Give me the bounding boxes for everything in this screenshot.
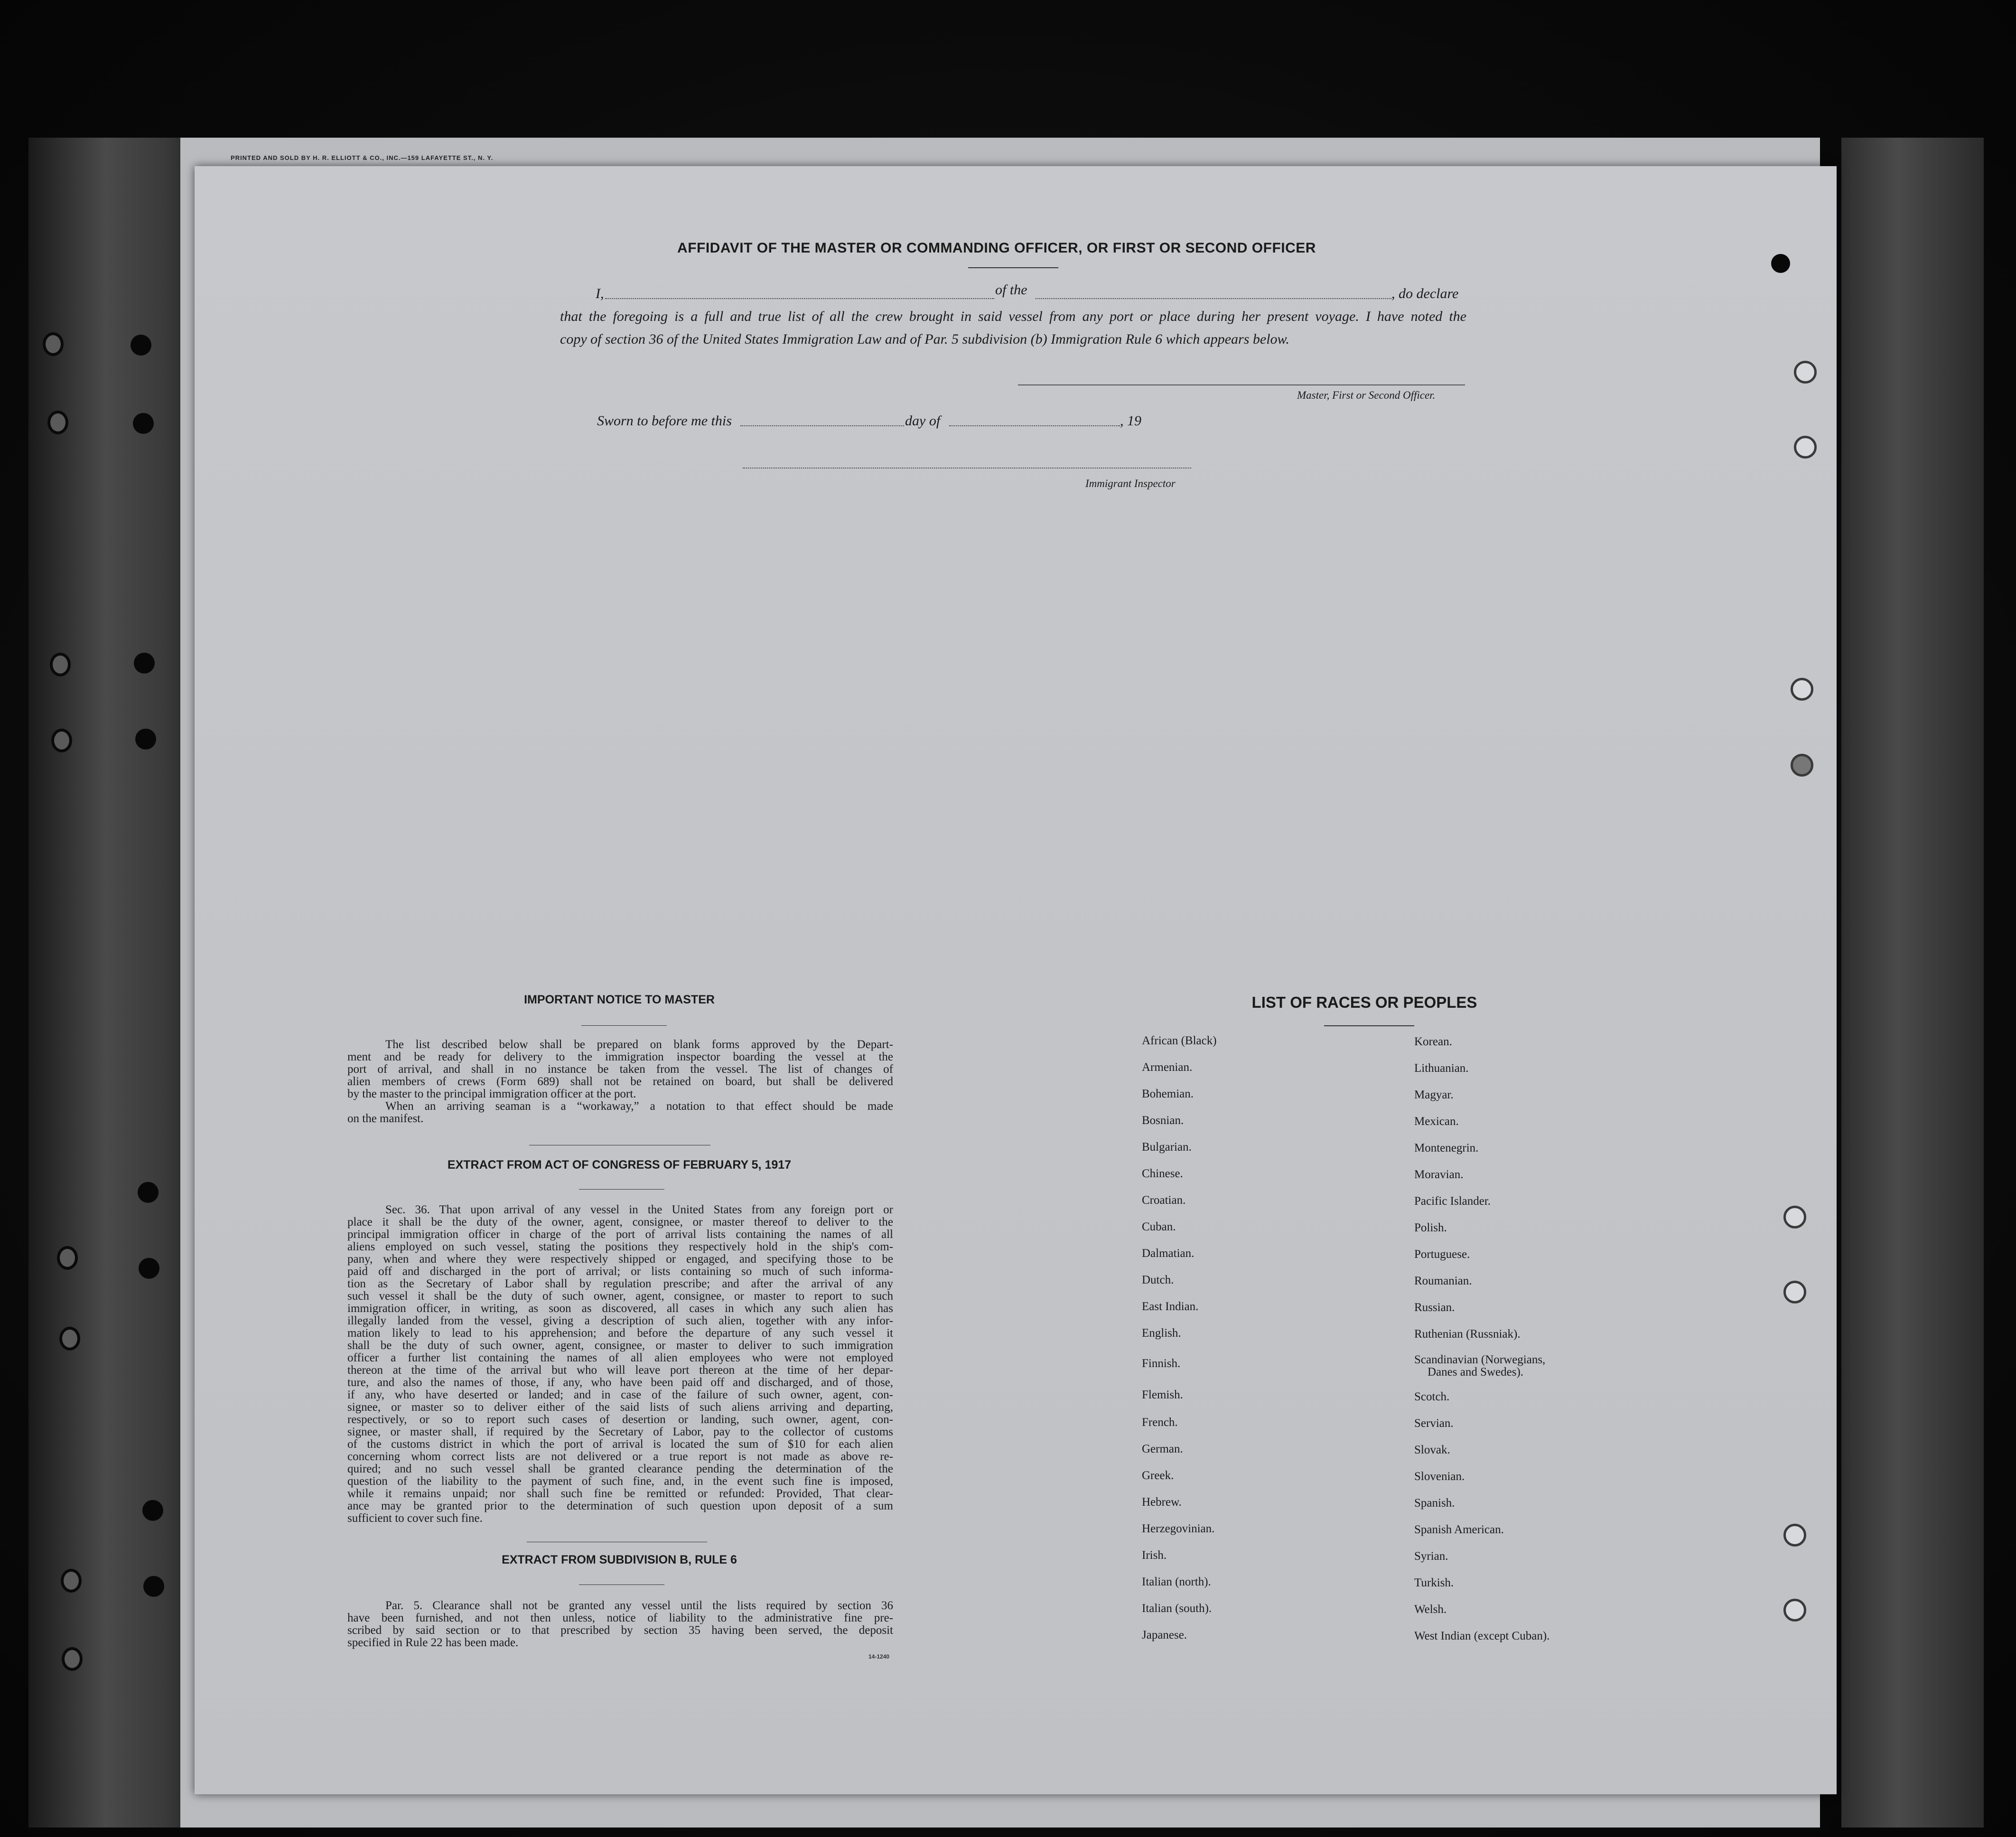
signature-label: Master, First or Second Officer. [1297, 389, 1436, 401]
sworn-day-blank [740, 425, 904, 426]
punch-hole [1783, 1206, 1806, 1228]
act-line: aliens employed on such vessel, stating the positions they respectively hold in the ship's com- [347, 1240, 893, 1253]
act-line: thereon at the time of the arrival but who will leave port thereon at the time of her depar- [347, 1364, 893, 1377]
form-code: 14-1240 [868, 1653, 890, 1660]
notice-line: by the master to the principal immigration officer at the port. [347, 1087, 636, 1100]
binder-hole [139, 1258, 159, 1279]
notice-line: The list described below shall be prepared on blank forms approved by the Depart- [385, 1038, 893, 1051]
extract-act-title: EXTRACT FROM ACT OF CONGRESS OF FEBRUARY 5, 1917 [447, 1158, 792, 1172]
signature-line [1018, 384, 1465, 385]
binder-hole [143, 1576, 164, 1597]
race-item: Danes and Swedes). [1428, 1366, 1524, 1378]
affidavit-i-label: I, [596, 286, 604, 301]
notice-line: on the manifest. [347, 1112, 424, 1125]
race-item: Magyar. [1414, 1088, 1454, 1101]
binder-hole [138, 1182, 159, 1203]
race-item: Scotch. [1414, 1390, 1450, 1403]
race-item: Bosnian. [1142, 1114, 1184, 1127]
inspector-label: Immigrant Inspector [1085, 478, 1176, 489]
act-line: place it shall be the duty of the owner, agent, consignee, or master thereof to deliver to the [347, 1216, 893, 1228]
binder-hole [133, 413, 154, 434]
name-blank-line [605, 298, 994, 299]
binder-hole [62, 1647, 83, 1671]
binder-hole [50, 653, 71, 676]
vessel-blank-line [1036, 298, 1391, 299]
binder-backing-left [28, 138, 199, 1828]
act-line: question of the liability to the payment of such fine, and, in the event such fine is imposed, [347, 1475, 893, 1488]
act-line: concerning whom correct lists are not delivered or a true report is not made as above re- [347, 1450, 893, 1463]
race-item: German. [1142, 1443, 1183, 1455]
binder-hole [57, 1246, 78, 1270]
act-line: paid off and discharged in the port of arrival; or lists containing so much of such informa- [347, 1265, 893, 1278]
race-item: Roumanian. [1414, 1275, 1472, 1287]
sworn-month-blank [949, 425, 1120, 426]
act-line: sufficient to cover such fine. [347, 1512, 483, 1525]
extract-rule-underline [579, 1584, 664, 1585]
race-item: Finnish. [1142, 1357, 1181, 1370]
notice-line: alien members of crews (Form 689) shall not be retained on board, but shall be delivered [347, 1075, 893, 1088]
race-item: English. [1142, 1327, 1181, 1340]
punch-hole [1794, 361, 1817, 384]
binder-hole [59, 1327, 80, 1350]
act-line: quired; and no such vessel shall be granted clearance pending the determination of the [347, 1462, 893, 1475]
race-item: Slovenian. [1414, 1470, 1465, 1483]
binder-hole [51, 729, 72, 752]
race-item: Croatian. [1142, 1194, 1186, 1207]
act-line: mation likely to lead to his apprehension; and before the departure of any such vessel it [347, 1327, 893, 1340]
act-line: Sec. 36. That upon arrival of any vessel in the United States from any foreign port or [385, 1203, 893, 1216]
race-item: Ruthenian (Russniak). [1414, 1328, 1521, 1340]
notice-line: port of arrival, and shall in no instance be taken from the vessel. The list of changes of [347, 1063, 893, 1076]
act-line: while it remains unpaid; nor shall such fine be remitted or refunded: Provided, That clear- [347, 1487, 893, 1500]
race-item: French. [1142, 1416, 1178, 1429]
race-item: Japanese. [1142, 1629, 1187, 1641]
rule-line: scribed by said section or to that prescribed by section 35 having been served, the deposit [347, 1624, 893, 1637]
punch-hole [1783, 1599, 1806, 1621]
race-item: Korean. [1414, 1035, 1452, 1048]
race-item: Servian. [1414, 1417, 1454, 1430]
race-item: Cuban. [1142, 1220, 1176, 1233]
rule-line: have been furnished, and not then unless, notice of liability to the administrative fine pre- [347, 1612, 893, 1624]
races-underline [1324, 1025, 1414, 1026]
binder-hole [135, 729, 156, 750]
act-line: principal immigration officer in charge of the port of arrival lists containing the names of all [347, 1228, 893, 1241]
act-line: officer a further list containing the names of all alien employees who were not employed [347, 1351, 893, 1364]
race-item: Montenegrin. [1414, 1142, 1479, 1154]
extract-rule-paragraph [347, 1600, 893, 1649]
race-item: Greek. [1142, 1469, 1174, 1482]
race-item: Syrian. [1414, 1550, 1448, 1563]
act-line: shall be the duty of such owner, agent, consignee, or master to deliver to such immigration [347, 1339, 893, 1352]
binder-hole [47, 411, 68, 434]
race-item: Welsh. [1414, 1603, 1447, 1616]
binder-hole [43, 332, 64, 356]
race-item: Mexican. [1414, 1115, 1459, 1128]
race-item: Moravian. [1414, 1168, 1464, 1181]
binder-hole [142, 1500, 163, 1521]
affidavit-line-3: copy of section 36 of the United States Immigration Law and of Par. 5 subdivision (b) Immigration Rule 6 which appears below. [560, 331, 1289, 347]
race-item: Irish. [1142, 1549, 1167, 1562]
extract-act-paragraph [347, 1204, 893, 1525]
affidavit-line-2: that the foregoing is a full and true list of all the crew brought in said vessel from any port or place during her present voyage. I have noted the [560, 309, 1466, 324]
notice-line: When an arriving seaman is a “workaway,” a notation to that effect should be made [385, 1100, 893, 1113]
printer-imprint: PRINTED AND SOLD BY H. R. ELLIOTT & CO., INC.—159 LAFAYETTE ST., N. Y. [231, 154, 494, 161]
race-item: Dutch. [1142, 1274, 1174, 1286]
affidavit-of-the-label: of the [995, 282, 1027, 298]
act-line: tion as the Secretary of Labor shall by regulation prescribe; and after the arrival of any [347, 1277, 893, 1290]
punch-hole [1791, 678, 1813, 701]
punch-hole [1783, 1281, 1806, 1303]
race-item: East Indian. [1142, 1300, 1199, 1313]
binder-backing-right [1841, 138, 1984, 1828]
race-item: Scandinavian (Norwegians, [1414, 1353, 1546, 1366]
race-item: Polish. [1414, 1221, 1447, 1234]
race-item: Turkish. [1414, 1576, 1454, 1589]
act-line: signee, or master shall, if required by the Secretary of Labor, pay to the collector of customs [347, 1425, 893, 1438]
race-item: Pacific Islander. [1414, 1195, 1491, 1208]
punch-hole [1771, 254, 1790, 273]
affidavit-declare-label: , do declare [1391, 286, 1459, 301]
act-line: if any, who have deserted or landed; and in case of the failure of such owner, agent, con- [347, 1388, 893, 1401]
race-item: Italian (south). [1142, 1602, 1212, 1615]
race-item: Lithuanian. [1414, 1062, 1469, 1075]
notice-underline [581, 1025, 667, 1026]
race-item: Portuguese. [1414, 1248, 1470, 1261]
binder-hole [134, 653, 155, 674]
race-item: African (Black) [1142, 1034, 1217, 1047]
race-item: Herzegovinian. [1142, 1522, 1215, 1535]
notice-paragraph [347, 1039, 893, 1125]
race-item: Bohemian. [1142, 1087, 1194, 1100]
binder-hole [61, 1569, 82, 1593]
race-item: Russian. [1414, 1301, 1455, 1314]
punch-hole [1794, 436, 1817, 459]
race-item: Spanish American. [1414, 1523, 1504, 1536]
act-line: signee, or master so to deliver either of the said lists of such aliens arriving and departing, [347, 1401, 893, 1414]
act-line: such vessel it shall be the duty of such owner, agent, consignee, or master to report to such [347, 1290, 893, 1303]
punch-hole [1783, 1524, 1806, 1546]
binder-hole [131, 335, 151, 356]
extract-rule-title: EXTRACT FROM SUBDIVISION B, RULE 6 [502, 1553, 737, 1566]
act-line: ture, and also the names of those, if any, who have been paid off and discharged, and of those, [347, 1376, 893, 1389]
year-prefix: , 19 [1120, 413, 1141, 429]
affidavit-page [195, 166, 1837, 1794]
race-item: Armenian. [1142, 1061, 1193, 1074]
day-of-label: day of [905, 413, 941, 429]
affidavit-title: AFFIDAVIT OF THE MASTER OR COMMANDING OFFICER, OR FIRST OR SECOND OFFICER [677, 240, 1316, 256]
race-item: Chinese. [1142, 1167, 1183, 1180]
race-item: Dalmatian. [1142, 1247, 1195, 1260]
act-line: illegally landed from the vessel, giving a description of such alien, together with any infor- [347, 1314, 893, 1327]
extract-act-underline [579, 1189, 664, 1190]
act-line: respectively, or so to report such cases of desertion or landing, such owner, agent, con- [347, 1413, 893, 1426]
race-item: Hebrew. [1142, 1496, 1182, 1509]
act-line: pany, when and where they were respectively shipped or engaged, and specifying those to be [347, 1253, 893, 1265]
act-line: of the customs district in which the port of arrival is located the sum of $10 for each alien [347, 1438, 893, 1451]
notice-title: IMPORTANT NOTICE TO MASTER [524, 993, 715, 1006]
notice-line: ment and be ready for delivery to the immigration inspector boarding the vessel at the [347, 1050, 893, 1063]
race-item: Flemish. [1142, 1388, 1183, 1401]
race-item: Italian (north). [1142, 1575, 1211, 1588]
race-item: Slovak. [1414, 1443, 1450, 1456]
race-item: Spanish. [1414, 1497, 1455, 1509]
act-line: immigration officer, in writing, as soon as discovered, all cases in which any such alien has [347, 1302, 893, 1315]
title-underline [968, 267, 1058, 268]
inspector-signature-line [743, 468, 1191, 469]
race-item: West Indian (except Cuban). [1414, 1630, 1550, 1642]
act-line: ance may be granted prior to the determination of such question upon deposit of a sum [347, 1500, 893, 1512]
punch-hole [1791, 754, 1813, 777]
races-title: LIST OF RACES OR PEOPLES [1251, 993, 1477, 1011]
sworn-text: Sworn to before me this [597, 413, 732, 429]
rule-line: specified in Rule 22 has been made. [347, 1636, 519, 1649]
race-item: Bulgarian. [1142, 1141, 1192, 1153]
rule-line: Par. 5. Clearance shall not be granted any vessel until the lists required by section 36 [385, 1599, 893, 1612]
